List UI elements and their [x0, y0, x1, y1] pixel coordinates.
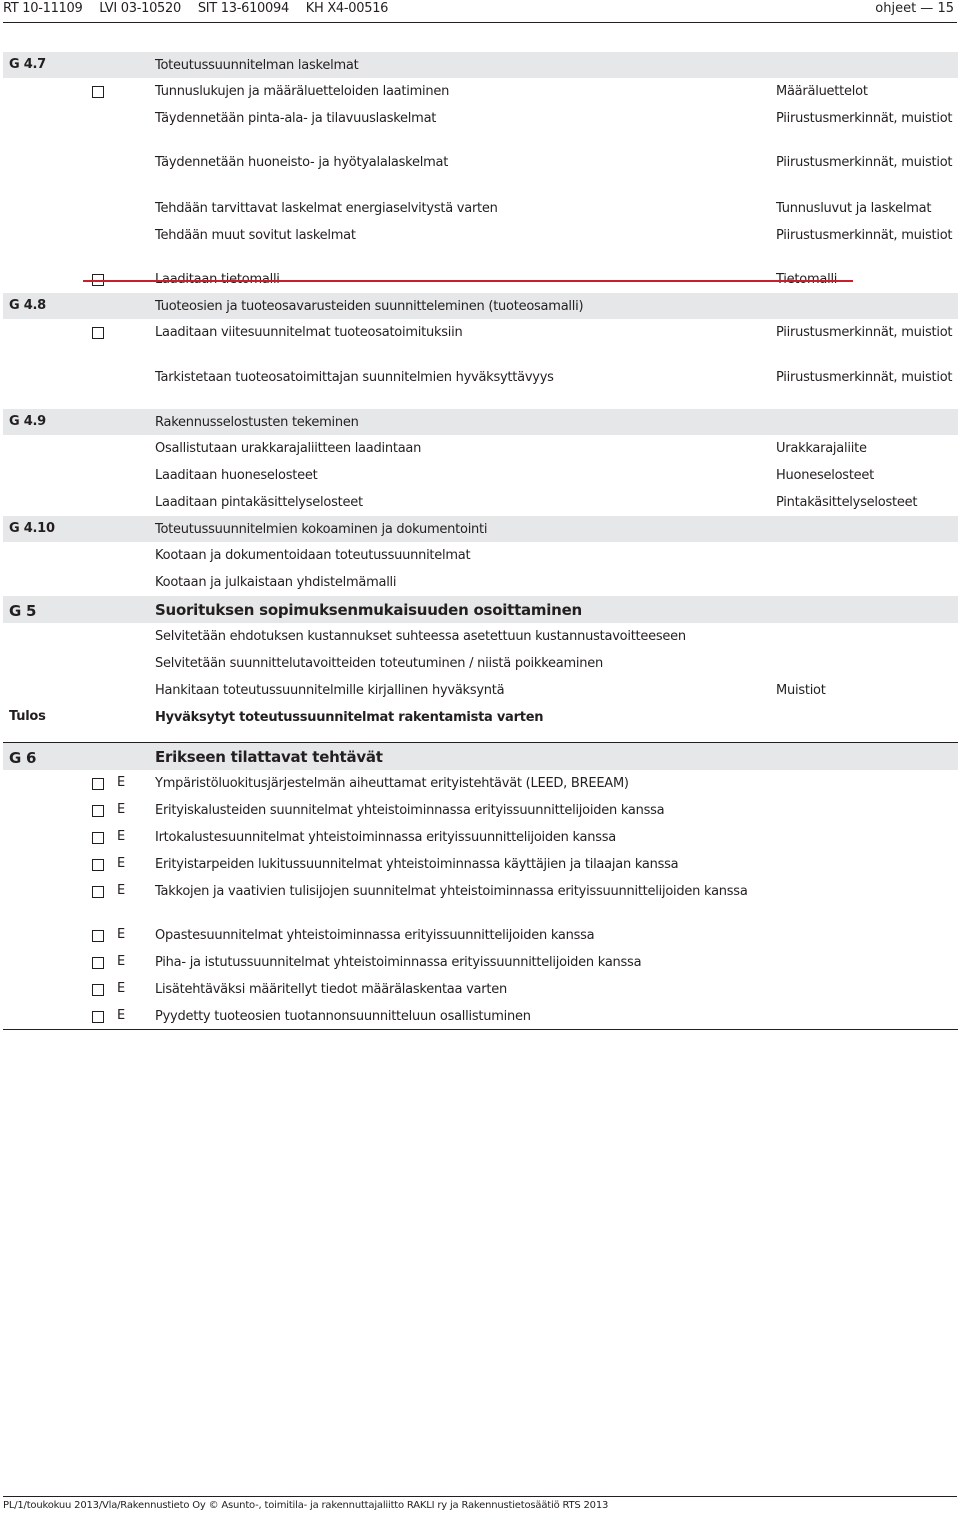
e-marker: E [117, 775, 125, 790]
section-header-row [3, 596, 958, 623]
task-text: Takkojen ja vaativien tulisijojen suunnitelmat yhteistoiminnassa erityissuunnittelijoiden kanssa [155, 884, 748, 899]
section-title: Suorituksen sopimuksenmukaisuuden osoittaminen [155, 601, 582, 619]
task-text: Kootaan ja julkaistaan yhdistelmämalli [155, 575, 397, 590]
task-row [3, 770, 958, 797]
task-list [3, 52, 958, 1030]
e-marker: E [117, 856, 125, 871]
section-title: Rakennusselostusten tekeminen [155, 415, 359, 430]
task-row [3, 149, 958, 195]
checkbox-square-icon [92, 327, 104, 339]
section-title: Erikseen tilattavat tehtävät [155, 748, 383, 766]
page-footer [3, 1496, 957, 1511]
task-text: Täydennetään pinta-ala- ja tilavuuslaskelmat [155, 111, 437, 126]
task-row [3, 623, 958, 650]
footer-text: PL/1/toukokuu 2013/Vla/Rakennustieto Oy © Asunto-, toimitila- ja rakennuttajaliitto RAKLI ry ja Rakennustietosäätiö RTS 2013 [3, 1500, 609, 1511]
task-row [3, 542, 958, 569]
task-text: Osallistutaan urakkarajaliitteen laadintaan [155, 441, 422, 456]
task-row [3, 797, 958, 824]
checkbox-square-icon [92, 957, 104, 969]
section-header-row [3, 409, 958, 435]
checkbox-square-icon [92, 886, 104, 898]
section-header-row [3, 516, 958, 542]
e-marker: E [117, 954, 125, 969]
deliverable-ref: Piirustusmerkinnät, muistiot [776, 111, 953, 126]
task-text: Tehdään tarvittavat laskelmat energiaselvitystä varten [155, 201, 498, 216]
section-title: Toteutussuunnitelman laskelmat [155, 58, 359, 73]
task-row [3, 569, 958, 596]
checkbox-square-icon [92, 930, 104, 942]
task-text: Erityistarpeiden lukitussuunnitelmat yhteistoiminnassa käyttäjien ja tilaajan kanssa [155, 857, 679, 872]
task-row [3, 319, 958, 364]
code-sit: SIT 13-610094 [197, 1, 289, 16]
section-title: Tuoteosien ja tuoteosavarusteiden suunnitteleminen (tuoteosamalli) [155, 299, 584, 314]
task-row [3, 677, 958, 704]
checkbox-square-icon [92, 805, 104, 817]
section-code: G 4.10 [9, 521, 55, 536]
task-row [3, 1003, 958, 1029]
section-code: G 4.8 [9, 298, 46, 313]
page-header [3, 0, 957, 19]
code-rt: RT 10-11109 [3, 1, 83, 16]
deliverable-ref: Muistiot [776, 683, 826, 698]
task-text: Selvitetään ehdotuksen kustannukset suhteessa asetettuun kustannustavoitteeseen [155, 629, 686, 644]
task-row [3, 78, 958, 105]
e-marker: E [117, 829, 125, 844]
deliverable-ref: Piirustusmerkinnät, muistiot [776, 370, 953, 385]
task-row [3, 922, 958, 949]
section-rule [3, 1029, 958, 1030]
deliverable-ref: Määräluettelot [776, 84, 868, 99]
task-text: Laaditaan viitesuunnitelmat tuoteosatoimituksiin [155, 325, 463, 340]
task-row [3, 195, 958, 222]
code-kh: KH X4-00516 [305, 1, 389, 16]
checkbox-square-icon [92, 859, 104, 871]
task-text: Erityiskalusteiden suunnitelmat yhteistoiminnassa erityissuunnittelijoiden kanssa [155, 803, 665, 818]
task-text: Irtokalustesuunnitelmat yhteistoiminnassa erityissuunnittelijoiden kanssa [155, 830, 617, 845]
checkbox-square-icon [92, 778, 104, 790]
checkbox-square-icon [92, 86, 104, 98]
task-text: Opastesuunnitelmat yhteistoiminnassa erityissuunnittelijoiden kanssa [155, 928, 595, 943]
task-row [3, 851, 958, 878]
e-marker: E [117, 883, 125, 898]
section-header-row [3, 743, 958, 770]
task-row [3, 878, 958, 922]
deliverable-ref: Tunnusluvut ja laskelmat [776, 201, 932, 216]
task-row [3, 650, 958, 677]
code-lvi: LVI 03-10520 [99, 1, 181, 16]
task-row [3, 364, 958, 409]
e-marker: E [117, 1008, 125, 1023]
task-text: Laaditaan huoneselosteet [155, 468, 318, 483]
task-text: Pyydetty tuoteosien tuotannonsuunnitteluun osallistuminen [155, 1009, 531, 1024]
task-text: Täydennetään huoneisto- ja hyötyalalaskelmat [155, 155, 449, 170]
task-text: Piha- ja istutussuunnitelmat yhteistoiminnassa erityissuunnittelijoiden kanssa [155, 955, 642, 970]
task-row [3, 824, 958, 851]
strikethrough-line [83, 280, 853, 282]
deliverable-ref: Piirustusmerkinnät, muistiot [776, 155, 953, 170]
deliverable-ref: Huoneselosteet [776, 468, 875, 483]
task-text: Kootaan ja dokumentoidaan toteutussuunnitelmat [155, 548, 471, 563]
section-code: G 5 [9, 602, 37, 620]
section-header-row [3, 293, 958, 319]
task-text: Tarkistetaan tuoteosatoimittajan suunnitelmien hyväksyttävyys [155, 370, 554, 385]
task-row [3, 462, 958, 489]
deliverable-ref: Piirustusmerkinnät, muistiot [776, 228, 953, 243]
e-marker: E [117, 927, 125, 942]
deliverable-ref: Pintakäsittelyselosteet [776, 495, 918, 510]
task-row [3, 489, 958, 516]
section-code: G 4.7 [9, 57, 46, 72]
e-marker: E [117, 802, 125, 817]
task-text: Tehdään muut sovitut laskelmat [155, 228, 356, 243]
task-row [3, 976, 958, 1003]
section-code: Tulos [9, 709, 46, 724]
section-gap [3, 730, 958, 742]
document-codes [3, 1, 401, 16]
task-row [3, 222, 958, 266]
task-row [3, 949, 958, 976]
checkbox-square-icon [92, 1011, 104, 1023]
header-rule [3, 22, 957, 23]
task-row [3, 266, 958, 293]
task-text: Laaditaan pintakäsittelyselosteet [155, 495, 363, 510]
task-row [3, 435, 958, 462]
checkbox-square-icon [92, 832, 104, 844]
task-text: Hankitaan toteutussuunnitelmille kirjallinen hyväksyntä [155, 683, 505, 698]
section-title: Toteutussuunnitelmien kokoaminen ja dokumentointi [155, 522, 488, 537]
checkbox-square-icon [92, 984, 104, 996]
task-text: Tunnuslukujen ja määräluetteloiden laatiminen [155, 84, 450, 99]
section-title: Hyväksytyt toteutussuunnitelmat rakentamista varten [155, 710, 544, 725]
deliverable-ref: Urakkarajaliite [776, 441, 867, 456]
section-header-row [3, 704, 958, 730]
section-code: G 6 [9, 749, 37, 767]
e-marker: E [117, 981, 125, 996]
section-code: G 4.9 [9, 414, 46, 429]
task-row [3, 105, 958, 149]
footer-rule [3, 1496, 957, 1497]
task-text: Lisätehtäväksi määritellyt tiedot määrälaskentaa varten [155, 982, 507, 997]
deliverable-ref: Piirustusmerkinnät, muistiot [776, 325, 953, 340]
page-number: ohjeet — 15 [875, 1, 954, 16]
task-text: Selvitetään suunnittelutavoitteiden toteutuminen / niistä poikkeaminen [155, 656, 603, 671]
task-text: Ympäristöluokitusjärjestelmän aiheuttamat erityistehtävät (LEED, BREEAM) [155, 776, 629, 791]
section-header-row [3, 52, 958, 78]
